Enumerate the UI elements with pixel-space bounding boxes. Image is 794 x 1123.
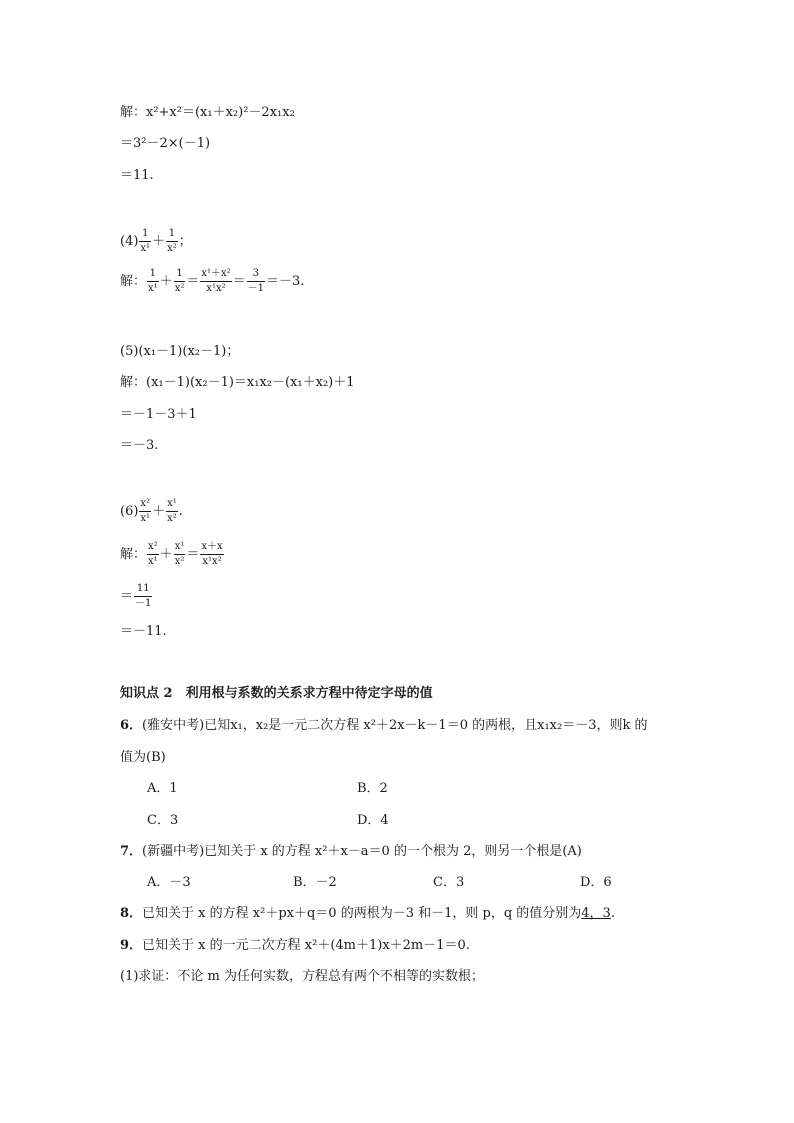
- problem-9: [120, 937, 470, 955]
- problem-number: 8．: [120, 906, 143, 921]
- answer-blank: 4，3: [581, 906, 611, 921]
- fraction: $\frac{\text{x²}}{\text{x¹}}$: [148, 541, 158, 567]
- solution-line: ＝11.: [120, 168, 154, 183]
- fraction: $\frac{11}{-1}$: [135, 583, 152, 609]
- option-a: A．1: [147, 781, 178, 796]
- question-4: (4) $\frac{1}{\text{x¹}}$ ＋ $\frac{1}{\text{x²}}$ ；: [120, 228, 192, 254]
- option-a: A．－3: [147, 875, 191, 890]
- problem-text: 值为(B): [120, 750, 166, 765]
- fraction: $\frac{1}{\text{x²}}$: [174, 268, 185, 294]
- fraction: $\frac{x+x}{\text{x¹x²}}$: [201, 541, 223, 567]
- problem-8: 8．已知关于 x 的方程 x²＋px＋q＝0 的两根为－3 和－1，则 p，q 的值分别为4，3.: [120, 906, 615, 921]
- solution-line: 解：x²+x²＝(x₁＋x₂)²－2x₁x₂: [120, 105, 295, 120]
- solution-6: 解： $\frac{\text{x²}}{\text{x¹}}$ ＋ $\frac{\text{x¹}}{\text{x²}}$ ＝ $\frac{x+x}{\text{x¹x²}}$: [120, 541, 223, 567]
- solution-line: ＝3²－2×(－1): [120, 136, 211, 151]
- problem-text: 已知关于 x 的一元二次方程 x²＋(4m＋1)x＋2m－1＝0.: [142, 938, 470, 953]
- solution-line: ＝ $\frac{11}{-1}$: [120, 583, 152, 609]
- problem-number: 7．: [120, 844, 143, 859]
- solution-4: 解： $\frac{1}{\text{x¹}}$ ＋ $\frac{1}{\text{x²}}$ ＝ $\frac{\text{x¹＋x²}}{\text{x¹x²}}$ ＝ $\frac{3}{-1}$ ＝－3.: [120, 268, 305, 294]
- solution-line: 解：(x₁－1)(x₂－1)＝x₁x₂－(x₁＋x₂)＋1: [120, 375, 355, 390]
- question-label: (4): [120, 234, 139, 249]
- problem-7: [120, 843, 582, 861]
- option-c: C．3: [147, 813, 179, 828]
- solution-line: ＝－3.: [120, 438, 159, 453]
- problem-6: [120, 717, 647, 735]
- problem-number: 9．: [120, 938, 143, 953]
- option-d: D．6: [580, 875, 612, 890]
- fraction: $\frac{3}{-1}$: [247, 268, 265, 294]
- question-6: (6) $\frac{\text{x²}}{\text{x¹}}$ ＋ $\frac{\text{x¹}}{\text{x²}}$ .: [120, 498, 183, 524]
- option-d: D．4: [357, 813, 389, 828]
- fraction: $\frac{\text{x¹}}{\text{x²}}$: [167, 498, 177, 524]
- fraction: $\frac{1}{\text{x¹}}$: [140, 228, 151, 254]
- fraction: $\frac{\text{x²}}{\text{x¹}}$: [140, 498, 151, 524]
- option-b: B．－2: [293, 875, 337, 890]
- question-5: (5)(x₁－1)(x₂－1)；: [120, 344, 240, 359]
- solution-line: ＝－11.: [120, 624, 167, 639]
- option-c: C．3: [433, 875, 465, 890]
- problem-text: (新疆中考)已知关于 x 的方程 x²＋x－a＝0 的一个根为 2，则另一个根是(A): [142, 844, 582, 859]
- fraction: $\frac{\text{x¹＋x²}}{\text{x¹x²}}$: [201, 268, 231, 294]
- problem-number: 6．: [120, 718, 143, 733]
- problem-text: 已知关于 x 的方程 x²＋px＋q＝0 的两根为－3 和－1，则 p，q 的值分别为: [142, 906, 582, 921]
- section-heading: 知识点 2 利用根与系数的关系求方程中待定字母的值: [120, 686, 433, 701]
- solution-line: ＝－1－3＋1: [120, 407, 197, 422]
- fraction: $\frac{1}{\text{x¹}}$: [148, 268, 158, 294]
- problem-text: (雅安中考)已知x₁，x₂是一元二次方程 x²＋2x－k－1＝0 的两根，且x₁x₂＝－3，则k 的: [142, 718, 648, 733]
- fraction: $\frac{\text{x¹}}{\text{x²}}$: [174, 541, 185, 567]
- fraction: $\frac{1}{\text{x²}}$: [167, 228, 177, 254]
- sub-question: (1)求证：不论 m 为任何实数，方程总有两个不相等的实数根；: [120, 969, 485, 984]
- option-b: B．2: [357, 781, 388, 796]
